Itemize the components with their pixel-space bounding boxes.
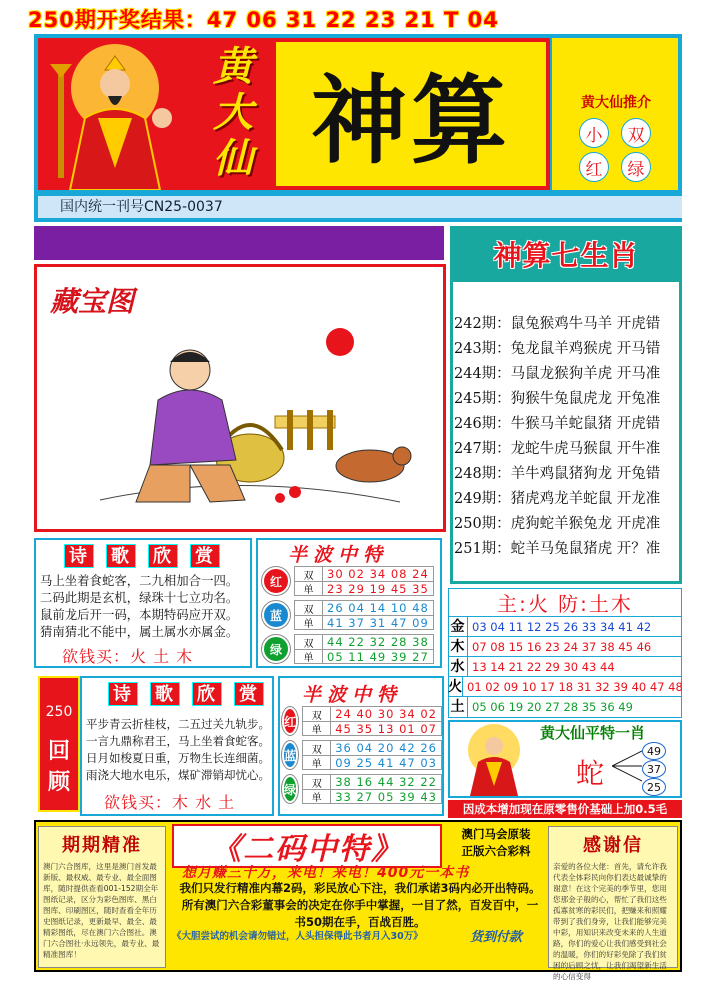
wave-color-ball: 红 [262, 567, 290, 595]
wave-row-numbers: 26 04 14 10 48 [327, 601, 429, 615]
wave-row [295, 581, 433, 595]
recommend-item: 双 [621, 118, 651, 148]
wave-group [262, 600, 440, 630]
ad-body-text: 我们只发行精准内幕2码，彩民放心下注，我们承诺3码内必开出特码。所有澳门六合彩董事会的决定在你手中掌握，一目了然，百发百中，一书50期在手，百战百胜。 [179, 881, 541, 929]
element-numbers: 05 06 19 20 27 28 35 36 49 [472, 699, 633, 714]
wave-row [303, 775, 441, 789]
zodiac-row: 244期：马鼠龙猴狗羊虎 开马准 [454, 366, 661, 382]
deity-figure-image-small [452, 722, 536, 796]
wave-row [303, 789, 441, 803]
wave-rows [302, 740, 442, 770]
poem-line: 猜南猜北不能中，属土属水亦属金。 [40, 624, 239, 639]
half-wave-groups [282, 706, 442, 808]
wave-row [295, 635, 433, 649]
treasure-map-title: 藏宝图 [50, 285, 135, 318]
ad-footline: 《大胆尝试的机会请勿错过，人头担保得此书者月入30万》 [172, 931, 423, 942]
review-badge [38, 676, 80, 812]
side-title [190, 44, 276, 184]
wave-row-label: 单 [303, 755, 331, 770]
poem-buy: 欲钱买：木 水 土 [104, 793, 236, 812]
price-note: 因成本增加现在原零售价基础上加0.5毛 [448, 800, 682, 818]
thanks-letter-text: 亲爱的各位大佬：首先，请允许我代表全体彩民向你们表达最诚挚的谢意！在这个完美的季节里，您用您那金子般的心，帮忙了我们这些孤寡贫寒的彩民们，把赚来和照耀带到了我们身旁，让我们能够完美中彩，用知识来改变未来的人生道路，你们的爱心让我们感受到社会的温暖，你们的好彩免除了我们贫困的后顾之忧，让我们渴望新生活的心信变得 [553, 862, 667, 981]
wave-row-label: 双 [295, 567, 323, 582]
wave-row [295, 601, 433, 615]
recommend-panel [552, 38, 678, 190]
poem-line: 一言九鼎称君王，马上坐着食蛇客。 [86, 734, 270, 748]
wave-color-ball: 绿 [262, 635, 290, 663]
zodiac-list [454, 312, 680, 562]
issn-line: 国内统一刊号CN25-0037 [38, 196, 682, 218]
wave-row-label: 单 [295, 615, 323, 630]
ping-te-title: 黄大仙平特一肖 [540, 724, 646, 742]
draw-result-line: 250期开奖结果：47 06 31 22 23 21 T 04 [28, 8, 499, 32]
deity-figure-image [40, 38, 190, 190]
element-name: 金 [448, 617, 468, 637]
left-info-title: 期期精准 [62, 835, 142, 856]
wave-group [282, 740, 442, 770]
half-wave-title: 半波中特 [302, 684, 403, 706]
zodiac-row: 248期：羊牛鸡鼠猪狗龙 开兔错 [454, 466, 661, 482]
wave-row [303, 755, 441, 769]
element-row [448, 696, 682, 716]
review-label-char: 回 [47, 739, 70, 764]
wave-group [282, 774, 442, 804]
side-title-char: 仙 [213, 135, 253, 182]
zodiac-row: 242期：鼠兔猴鸡牛马羊 开虎错 [454, 316, 661, 332]
left-info-text: 澳门六合图库，这里是澳门首发最新版、最权威、最专业、最全面图库，随时提供查看001-152期全年图纸记录，区分为彩色图库、黑白图库、印刷图区，随时查看全年历史图纸记录，更新最早、最全、最精彩图纸，尽在澳门六合图社。澳门六合图社·永远领先，最专业、最精准图库！ [43, 862, 160, 959]
wave-group [282, 706, 442, 736]
poem-heading [58, 544, 226, 568]
cash-on-delivery: 货到付款 [470, 930, 523, 945]
macau-label [446, 826, 546, 860]
element-row [448, 656, 682, 676]
wave-row-label: 双 [303, 707, 331, 722]
wave-row-label: 单 [303, 789, 331, 804]
element-numbers: 01 02 09 10 17 18 31 32 39 40 47 48 [467, 679, 683, 694]
ping-te-ball: 49 [642, 742, 666, 760]
poem-text [86, 716, 272, 784]
thanks-letter-title: 感谢信 [583, 835, 643, 856]
side-title-char: 黄 [213, 43, 253, 90]
wave-rows [294, 634, 434, 664]
macau-label-line: 澳门马会原装 [461, 827, 531, 841]
zodiac-row: 250期：虎狗蛇羊猴兔龙 开虎准 [454, 516, 661, 532]
review-issue: 250 [45, 704, 73, 720]
zodiac-row: 249期：猪虎鸡龙羊蛇鼠 开龙准 [454, 491, 661, 507]
review-label-char: 顾 [47, 770, 70, 795]
wave-rows [294, 600, 434, 630]
element-numbers: 03 04 11 12 25 26 33 34 41 42 [472, 619, 652, 634]
poem-heading [102, 682, 270, 706]
wave-row-label: 单 [303, 721, 331, 736]
recommend-item: 红 [579, 152, 609, 182]
wave-color-ball: 绿 [282, 775, 298, 803]
poem-buy: 欲钱买：火 土 木 [62, 647, 194, 666]
wave-row-label: 双 [303, 775, 331, 790]
wave-row-numbers: 30 02 34 08 24 [327, 567, 429, 581]
wave-row-numbers: 44 22 32 28 38 [327, 635, 429, 649]
wave-row-numbers: 38 16 44 32 22 [335, 775, 437, 789]
zodiac-row: 246期：牛猴马羊蛇鼠猪 开虎错 [454, 416, 661, 432]
wave-row [303, 721, 441, 735]
half-wave-groups [262, 566, 440, 668]
wave-row [303, 741, 441, 755]
element-name: 木 [448, 637, 468, 657]
wave-row-label: 单 [295, 649, 323, 664]
poem-line: 鼠前龙后开一码，本期特码应开双。 [40, 607, 239, 622]
ping-te-zodiac: 蛇 [576, 757, 605, 790]
left-info-box [38, 826, 166, 968]
poem-heading-char: 欣 [192, 682, 222, 706]
poem-heading-char: 赏 [190, 544, 220, 568]
wave-row-numbers: 23 29 19 45 35 [327, 581, 429, 596]
poem-heading-char: 歌 [150, 682, 180, 706]
zodiac-row: 245期：狗猴牛兔鼠虎龙 开兔准 [454, 391, 661, 407]
poem-line: 马上坐着食蛇客，二九相加合一四。 [40, 573, 239, 588]
wave-row [303, 707, 441, 721]
five-elements-head: 主:火 防:土木 [497, 591, 633, 616]
ping-te-ball: 37 [642, 760, 666, 778]
wave-row [295, 567, 433, 581]
wave-row-numbers: 41 37 31 47 09 [327, 615, 429, 630]
poem-heading-char: 欣 [148, 544, 178, 568]
thanks-letter-box [548, 826, 678, 981]
side-title-char: 大 [213, 89, 253, 136]
zodiac-row: 243期：兔龙鼠羊鸡猴虎 开马错 [454, 341, 661, 357]
element-row [448, 616, 682, 636]
main-title: 神算 [311, 63, 511, 177]
wave-color-ball: 蓝 [262, 601, 290, 629]
wave-group [262, 566, 440, 596]
element-name: 土 [448, 697, 468, 717]
wave-rows [302, 706, 442, 736]
poem-heading-char: 歌 [106, 544, 136, 568]
purple-divider [34, 226, 444, 260]
zodiac-row: 251期：蛇羊马兔鼠猪虎 开？准 [454, 541, 661, 557]
wave-row [295, 649, 433, 663]
recommend-item: 绿 [621, 152, 651, 182]
wave-row-label: 双 [295, 635, 323, 650]
poem-line: 雨浇大地水电乐，煤矿滞销却忧心。 [86, 768, 270, 782]
wave-rows [294, 566, 434, 596]
wave-color-ball: 红 [282, 707, 298, 735]
half-wave-title: 半波中特 [288, 544, 389, 566]
wave-row-label: 双 [295, 601, 323, 616]
earn-slogan: 想月赚三十万，来电！来电！400元一本书 [182, 865, 470, 881]
wave-row [295, 615, 433, 629]
zodiac-title: 神算七生肖 [493, 239, 639, 272]
poem-line: 二码此期是玄机，绿珠十七立功名。 [40, 590, 239, 605]
wave-row-numbers: 33 27 05 39 43 [335, 789, 437, 804]
erma-zhongte-title: 《二码中特》 [172, 824, 442, 868]
wave-row-label: 单 [295, 581, 323, 596]
element-row [448, 676, 682, 696]
poem-heading-char: 诗 [108, 682, 138, 706]
wave-row-numbers: 36 04 20 42 26 [335, 741, 437, 755]
wave-row-numbers: 05 11 49 39 27 [327, 649, 429, 664]
zodiac-row: 247期：龙蛇牛虎马猴鼠 开牛准 [454, 441, 661, 457]
recommend-title: 黄大仙推介 [581, 95, 651, 111]
wave-row-label: 双 [303, 741, 331, 756]
wave-row-numbers: 45 35 13 01 07 [335, 721, 437, 736]
ping-te-ball: 25 [642, 778, 666, 796]
element-numbers: 13 14 21 22 29 30 43 44 [472, 659, 615, 674]
element-row [448, 636, 682, 656]
poem-line: 日月如梭夏日重，万物生长连细菌。 [86, 751, 270, 765]
wave-row-numbers: 09 25 41 47 03 [335, 755, 437, 770]
wave-row-numbers: 24 40 30 34 02 [335, 707, 437, 721]
poem-line: 平步青云折桂枝，二五过关九轨步。 [86, 717, 270, 731]
element-numbers: 07 08 15 16 23 24 37 38 45 46 [472, 639, 652, 654]
macau-label-line: 正版六合彩料 [461, 844, 531, 858]
five-elements-rows [448, 616, 682, 716]
wave-group [262, 634, 440, 664]
element-name: 水 [448, 657, 468, 677]
wave-rows [302, 774, 442, 804]
recommend-item: 小 [579, 118, 609, 148]
poem-text [40, 572, 248, 640]
poem-heading-char: 诗 [64, 544, 94, 568]
poem-heading-char: 赏 [234, 682, 264, 706]
arrow-lines-icon [612, 748, 642, 784]
wave-color-ball: 蓝 [282, 741, 298, 769]
element-name: 火 [448, 678, 462, 695]
